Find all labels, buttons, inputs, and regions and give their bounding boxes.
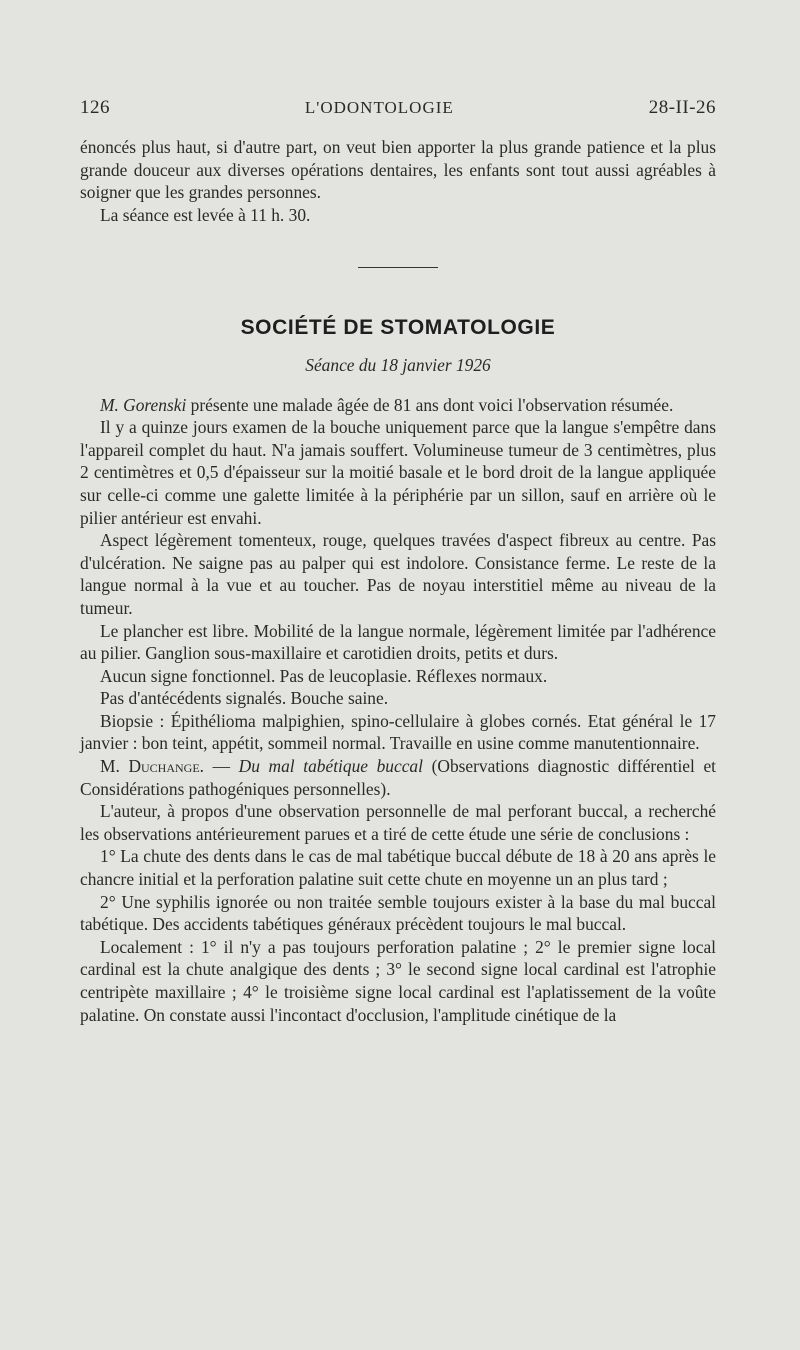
duchange-paragraph-5: Localement : 1° il n'y a pas toujours perforation palatine ; 2° le premier signe local cardinal est la chute analgique des dents ; 3° le second signe local cardinal est l'atrophie centripète maxillaire ; 4° le troisième signe local cardinal est l'aplatissement de la voûte palatine. On constate aussi l'incontact d'occlusion, l'amplitude cinétique de la: [80, 936, 716, 1025]
duchange-paragraph-3: 1° La chute des dents dans le cas de mal tabétique buccal débute de 18 à 20 ans après le chancre initial et la perforation palatine suit cette chute en moyenne un an plus tard ;: [80, 846, 716, 890]
gorenski-paragraph-4: Le plancher est libre. Mobilité de la langue normale, légèrement limitée par l'adhérence au pilier. Ganglion sous-maxillaire et carotidien droits, petits et durs.: [80, 620, 716, 664]
duchange-paragraph-4: 2° Une syphilis ignorée ou non traitée semble toujours exister à la base du mal buccal tabétique. Des accidents tabétiques généraux précèdent toujours le mal buccal.: [80, 891, 716, 935]
running-header: [80, 97, 716, 119]
gorenski-paragraph-2: Il y a quinze jours examen de la bouche uniquement parce que la langue s'empêtre dans l'appareil complet du haut. N'a jamais souffert. Volumineuse tumeur de 3 centimètres, plus 2 centimètres et 0,5 d'épaisseur sur la moitié basale et le bord droit de la langue appliquée sur celle-ci comme une galette limitée à la périphérie par un sillon, sauf en arrière où le pilier antérieur est envahi.: [80, 417, 716, 528]
gorenski-paragraph-7: Biopsie : Épithélioma malpighien, spino-cellulaire à globes cornés. Etat général le 17 janvier : bon teint, appétit, sommeil normal. Travaille en usine comme manutentionnaire.: [80, 710, 716, 754]
gorenski-paragraph-5: Aucun signe fonctionnel. Pas de leucoplasie. Réflexes normaux.: [100, 665, 548, 686]
gorenski-paragraph-3: Aspect légèrement tomenteux, rouge, quelques travées d'aspect fibreux au centre. Pas d'ulcération. Ne saigne pas au palper qui est indolore. Consistance ferme. Le reste de la langue normal à la vue et au toucher. Pas de noyau interstitiel même au niveau de la tumeur.: [80, 530, 716, 618]
issue-date: 28-II-26: [648, 97, 716, 118]
presenter-prefix: M.: [100, 756, 129, 777]
intro-paragraph: énoncés plus haut, si d'autre part, on veut bien apporter la plus grande patience et la plus grande douceur aux diverses opérations dentaires, les enfants sont tout aussi agréables à soigner que les grandes personnes.: [80, 137, 716, 203]
work-title: Du mal tabétique buccal: [238, 756, 423, 777]
session-date: Séance du 18 janvier 1926: [305, 354, 491, 375]
presenter-name: Duchange: [128, 756, 200, 777]
page-number: 126: [80, 97, 110, 118]
paragraph-text: présente une malade âgée de 81 ans dont voici l'observation résumée.: [186, 394, 674, 415]
duchange-paragraph-2: L'auteur, à propos d'une observation personnelle de mal perforant buccal, a recherché les observations antérieurement parues et a tiré de cette étude une série de conclusions :: [80, 801, 716, 844]
presenter-name: M. Gorenski: [100, 394, 187, 415]
paragraph-text: (Observations diagnostic différentiel et Considérations pathogéniques personnelles).: [80, 756, 716, 799]
gorenski-paragraph-6: Pas d'antécédents signalés. Bouche saine.: [100, 688, 389, 709]
section-title: SOCIÉTÉ DE STOMATOLOGIE: [240, 316, 556, 340]
dash: . —: [199, 756, 239, 777]
section-divider: [358, 267, 438, 268]
journal-title: L'ODONTOLOGIE: [304, 98, 454, 117]
closing-line: La séance est levée à 11 h. 30.: [100, 204, 311, 225]
gorenski-paragraph-1: [80, 394, 716, 417]
duchange-paragraph-1: [80, 755, 716, 800]
body-text: [80, 136, 716, 1026]
